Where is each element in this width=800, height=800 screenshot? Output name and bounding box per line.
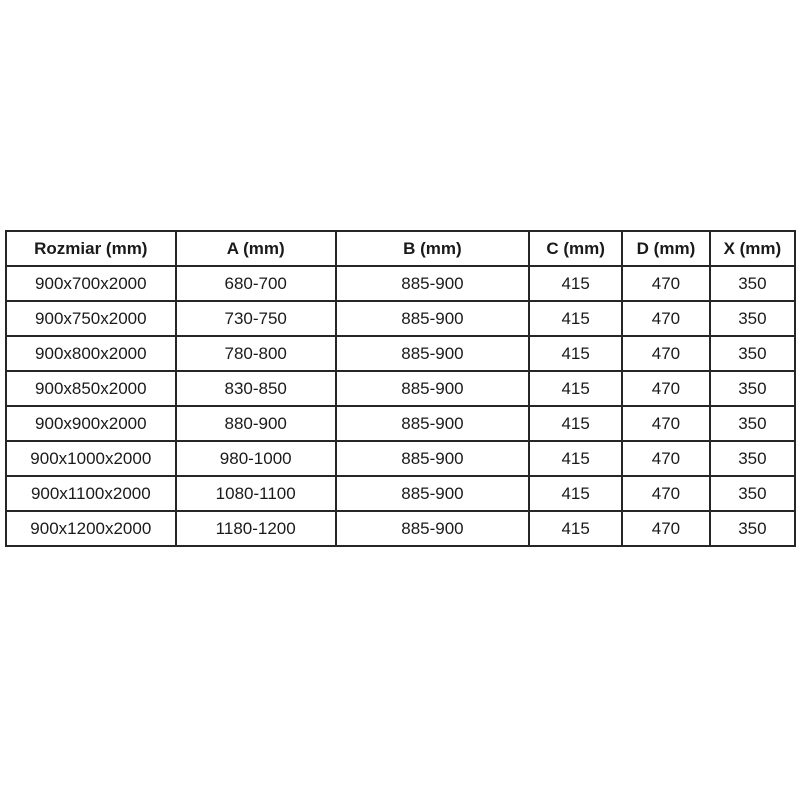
table-row: [6, 476, 795, 511]
table-cell: 885-900: [336, 441, 529, 476]
size-table-body: [6, 266, 795, 546]
column-header: Rozmiar (mm): [6, 231, 176, 266]
table-header-row: [6, 231, 795, 266]
table-cell: 415: [529, 441, 622, 476]
table-cell: 470: [622, 406, 710, 441]
table-cell: 880-900: [176, 406, 336, 441]
table-cell: 780-800: [176, 336, 336, 371]
table-cell: 415: [529, 301, 622, 336]
table-cell: 415: [529, 266, 622, 301]
table-cell: 830-850: [176, 371, 336, 406]
table-cell: 730-750: [176, 301, 336, 336]
size-spec-table: [5, 230, 796, 547]
column-header: C (mm): [529, 231, 622, 266]
table-cell: 680-700: [176, 266, 336, 301]
table-cell: 900x850x2000: [6, 371, 176, 406]
table-cell: 470: [622, 336, 710, 371]
table-cell: 470: [622, 266, 710, 301]
table-cell: 1080-1100: [176, 476, 336, 511]
table-cell: 900x800x2000: [6, 336, 176, 371]
table-cell: 350: [710, 441, 795, 476]
column-header: D (mm): [622, 231, 710, 266]
table-cell: 470: [622, 476, 710, 511]
table-cell: 415: [529, 406, 622, 441]
table-cell: 470: [622, 301, 710, 336]
table-cell: 350: [710, 406, 795, 441]
table-cell: 900x750x2000: [6, 301, 176, 336]
table-cell: 980-1000: [176, 441, 336, 476]
column-header: A (mm): [176, 231, 336, 266]
table-cell: 885-900: [336, 301, 529, 336]
table-cell: 350: [710, 336, 795, 371]
table-cell: 350: [710, 266, 795, 301]
table-cell: 415: [529, 371, 622, 406]
table-cell: 900x1000x2000: [6, 441, 176, 476]
table-cell: 900x700x2000: [6, 266, 176, 301]
table-cell: 885-900: [336, 371, 529, 406]
table-row: [6, 301, 795, 336]
table-cell: 350: [710, 371, 795, 406]
table-cell: 885-900: [336, 336, 529, 371]
table-row: [6, 511, 795, 546]
table-cell: 1180-1200: [176, 511, 336, 546]
table-cell: 885-900: [336, 476, 529, 511]
table-cell: 350: [710, 511, 795, 546]
table-cell: 470: [622, 371, 710, 406]
table-cell: 415: [529, 476, 622, 511]
table-cell: 415: [529, 511, 622, 546]
table-cell: 900x1200x2000: [6, 511, 176, 546]
column-header: B (mm): [336, 231, 529, 266]
table-cell: 470: [622, 511, 710, 546]
table-row: [6, 266, 795, 301]
table-cell: 885-900: [336, 406, 529, 441]
table-cell: 470: [622, 441, 710, 476]
table-cell: 350: [710, 301, 795, 336]
table-cell: 885-900: [336, 266, 529, 301]
column-header: X (mm): [710, 231, 795, 266]
table-cell: 900x900x2000: [6, 406, 176, 441]
table-header-row-container: [6, 231, 795, 266]
table-row: [6, 441, 795, 476]
table-row: [6, 406, 795, 441]
table-cell: 415: [529, 336, 622, 371]
table-row: [6, 336, 795, 371]
size-spec-table-container: [5, 230, 796, 547]
table-cell: 885-900: [336, 511, 529, 546]
table-row: [6, 371, 795, 406]
table-cell: 350: [710, 476, 795, 511]
table-cell: 900x1100x2000: [6, 476, 176, 511]
